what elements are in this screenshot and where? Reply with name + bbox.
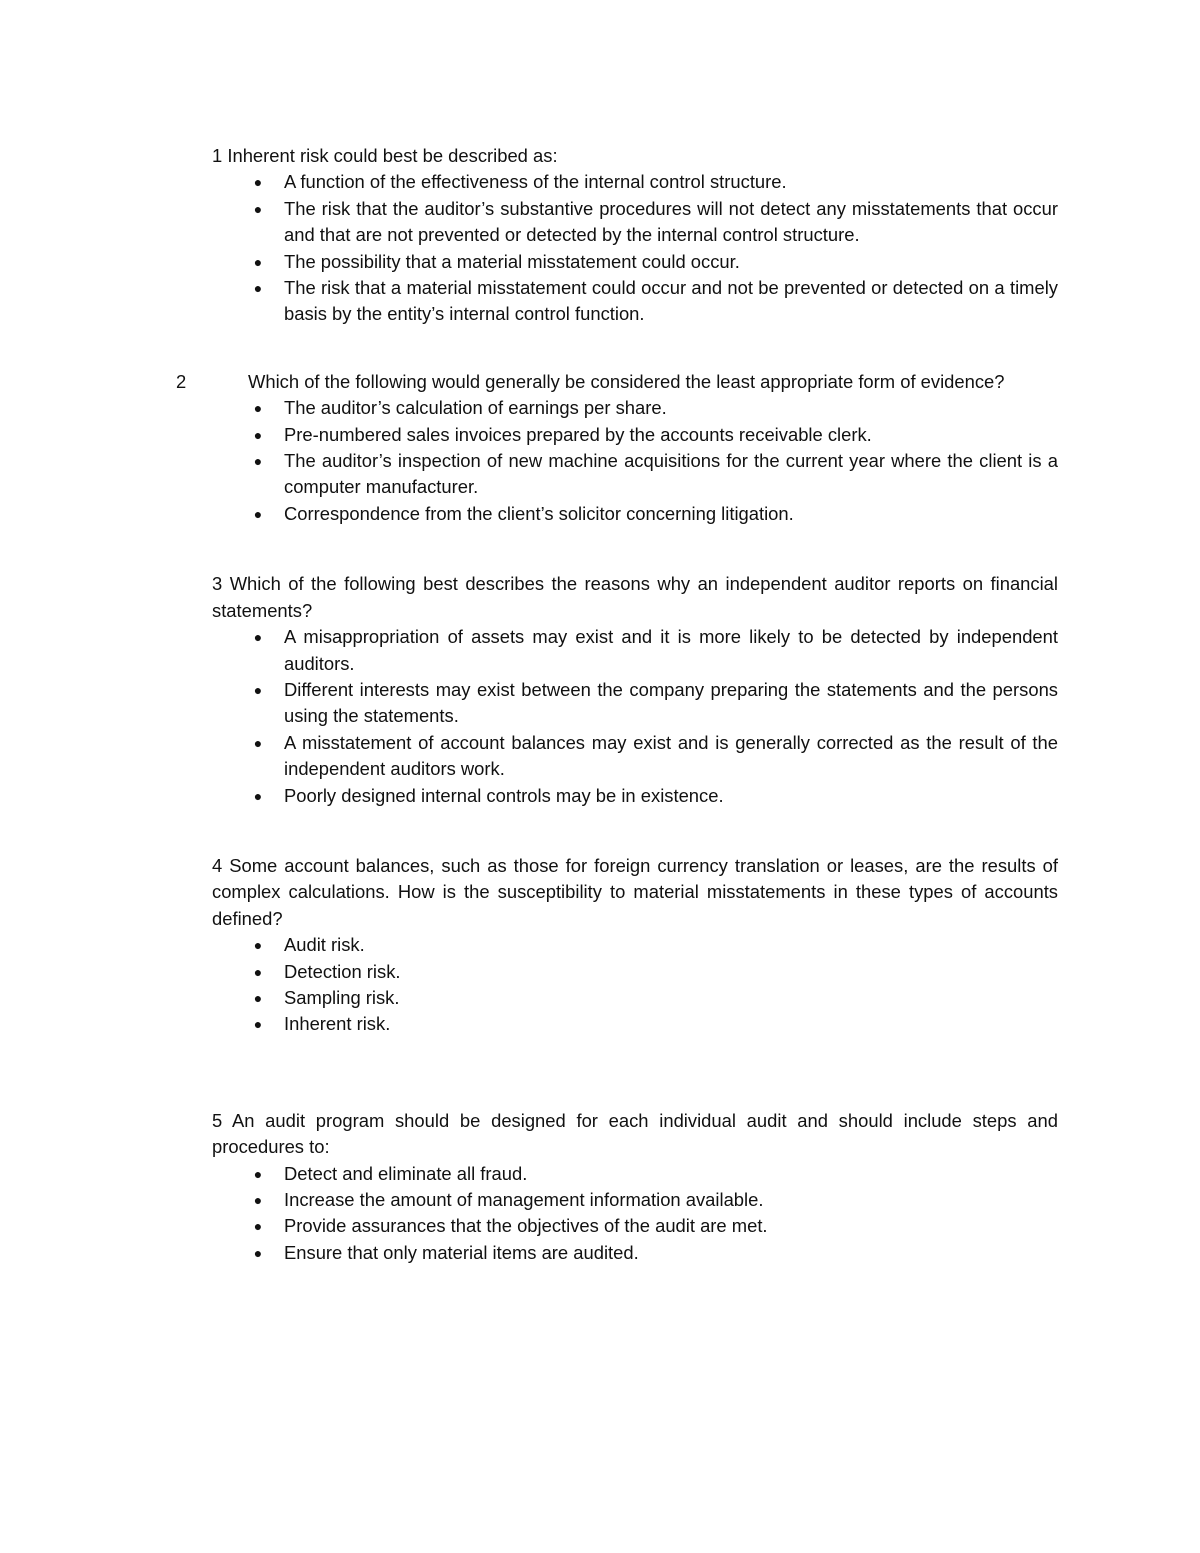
bullet-icon: ● — [253, 937, 263, 954]
option-text: Increase the amount of management information available. — [284, 1189, 764, 1210]
option-item — [212, 677, 1058, 730]
option-text: Detection risk. — [284, 960, 401, 982]
bullet-icon: ● — [253, 174, 263, 191]
spacer — [212, 1038, 1058, 1108]
option-text: A misappropriation of assets may exist and it is more likely to be detected by independent auditors. — [284, 626, 1058, 674]
bullet-icon: ● — [253, 280, 263, 297]
option-text: The auditor’s calculation of earnings per share. — [284, 397, 667, 419]
option-item — [212, 730, 1058, 783]
question-number: 5 — [212, 1109, 223, 1131]
option-list — [212, 624, 1058, 809]
option-item — [212, 1213, 1058, 1239]
option-text: Audit risk. — [284, 934, 365, 956]
bullet-icon: ● — [253, 787, 263, 804]
question-number: 1 — [212, 145, 223, 166]
option-text: Detect and eliminate all fraud. — [284, 1162, 528, 1184]
question-5 — [212, 1108, 1058, 1266]
option-text: Sampling risk. — [284, 986, 400, 1008]
question-number: 2 — [176, 370, 187, 392]
option-item — [212, 624, 1058, 677]
question-2 — [176, 369, 1058, 527]
spacer — [212, 328, 1058, 369]
option-item — [212, 1161, 1058, 1187]
option-item — [212, 959, 1058, 985]
bullet-icon: ● — [253, 1165, 263, 1182]
option-text: Inherent risk. — [284, 1013, 391, 1035]
question-text: Inherent risk could best be described as: — [227, 145, 558, 166]
bullet-icon: ● — [253, 1192, 263, 1208]
option-list — [212, 395, 1058, 527]
option-list — [212, 169, 1058, 327]
option-text: Provide assurances that the objectives of the audit are met. — [284, 1215, 768, 1237]
option-item — [212, 275, 1058, 328]
option-item — [212, 1187, 1058, 1213]
bullet-icon: ● — [253, 426, 263, 443]
spacer — [212, 809, 1058, 853]
question-text: An audit program should be designed for each individual audit and should include steps and procedures to: — [212, 1109, 1058, 1158]
bullet-icon: ● — [253, 963, 263, 980]
question-stem — [212, 143, 1058, 169]
question-4 — [212, 853, 1058, 1038]
bullet-icon: ● — [253, 505, 263, 522]
question-1 — [212, 143, 1058, 328]
option-text: Ensure that only material items are audited. — [284, 1241, 639, 1263]
option-text: A function of the effectiveness of the internal control structure. — [284, 171, 787, 193]
option-list — [212, 932, 1058, 1038]
option-item — [212, 249, 1058, 275]
bullet-icon: ● — [253, 1218, 263, 1235]
bullet-icon: ● — [253, 200, 263, 217]
spacer — [212, 527, 1058, 571]
question-stem — [212, 571, 1058, 624]
document-page — [176, 143, 1058, 1266]
bullet-icon: ● — [253, 1016, 263, 1033]
option-item — [212, 1240, 1058, 1266]
bullet-icon: ● — [253, 400, 263, 417]
bullet-icon: ● — [253, 1244, 263, 1261]
option-item — [212, 395, 1058, 421]
option-text: Poorly designed internal controls may be in existence. — [284, 784, 724, 806]
option-item — [212, 501, 1058, 527]
bullet-icon: ● — [253, 629, 263, 646]
question-stem — [212, 853, 1058, 932]
option-text: Correspondence from the client’s solicitor concerning litigation. — [284, 502, 794, 524]
question-number: 4 — [212, 854, 223, 876]
option-list — [212, 1161, 1058, 1267]
option-text: The auditor’s inspection of new machine acquisitions for the current year where the client is a computer manufacturer. — [284, 450, 1058, 498]
option-item — [212, 932, 1058, 958]
option-item — [212, 169, 1058, 195]
question-number: 3 — [212, 573, 223, 595]
option-text: The risk that the auditor’s substantive procedures will not detect any misstatements that occur and that are not prevented or detected by the internal control structure. — [284, 197, 1058, 246]
option-item — [212, 1011, 1058, 1037]
option-item — [212, 196, 1058, 249]
question-3 — [212, 571, 1058, 809]
bullet-icon: ● — [253, 253, 263, 270]
option-text: The risk that a material misstatement could occur and not be prevented or detected on a timely basis by the entity’s internal control function. — [284, 277, 1058, 325]
option-item — [212, 422, 1058, 448]
question-text: Some account balances, such as those for foreign currency translation or leases, are the results of complex calculations. How is the susceptibility to material misstatements in these types of accounts defined? — [212, 854, 1058, 929]
option-text: Pre-numbered sales invoices prepared by the accounts receivable clerk. — [284, 423, 872, 445]
bullet-icon: ● — [253, 734, 263, 751]
bullet-icon: ● — [253, 453, 263, 470]
question-stem — [176, 369, 1058, 395]
question-text: Which of the following best describes the reasons why an independent auditor reports on financial statements? — [212, 573, 1058, 621]
option-item — [212, 985, 1058, 1011]
bullet-icon: ● — [253, 681, 263, 698]
option-item — [212, 783, 1058, 809]
option-text: A misstatement of account balances may exist and is generally corrected as the result of the independent auditors work. — [284, 731, 1058, 780]
option-text: Different interests may exist between the company preparing the statements and the persons using the statements. — [284, 678, 1058, 727]
question-stem — [212, 1108, 1058, 1161]
bullet-icon: ● — [253, 989, 263, 1006]
option-item — [212, 448, 1058, 501]
question-text: Which of the following would generally be considered the least appropriate form of evidence? — [248, 370, 1005, 392]
option-text: The possibility that a material misstatement could occur. — [284, 250, 740, 272]
